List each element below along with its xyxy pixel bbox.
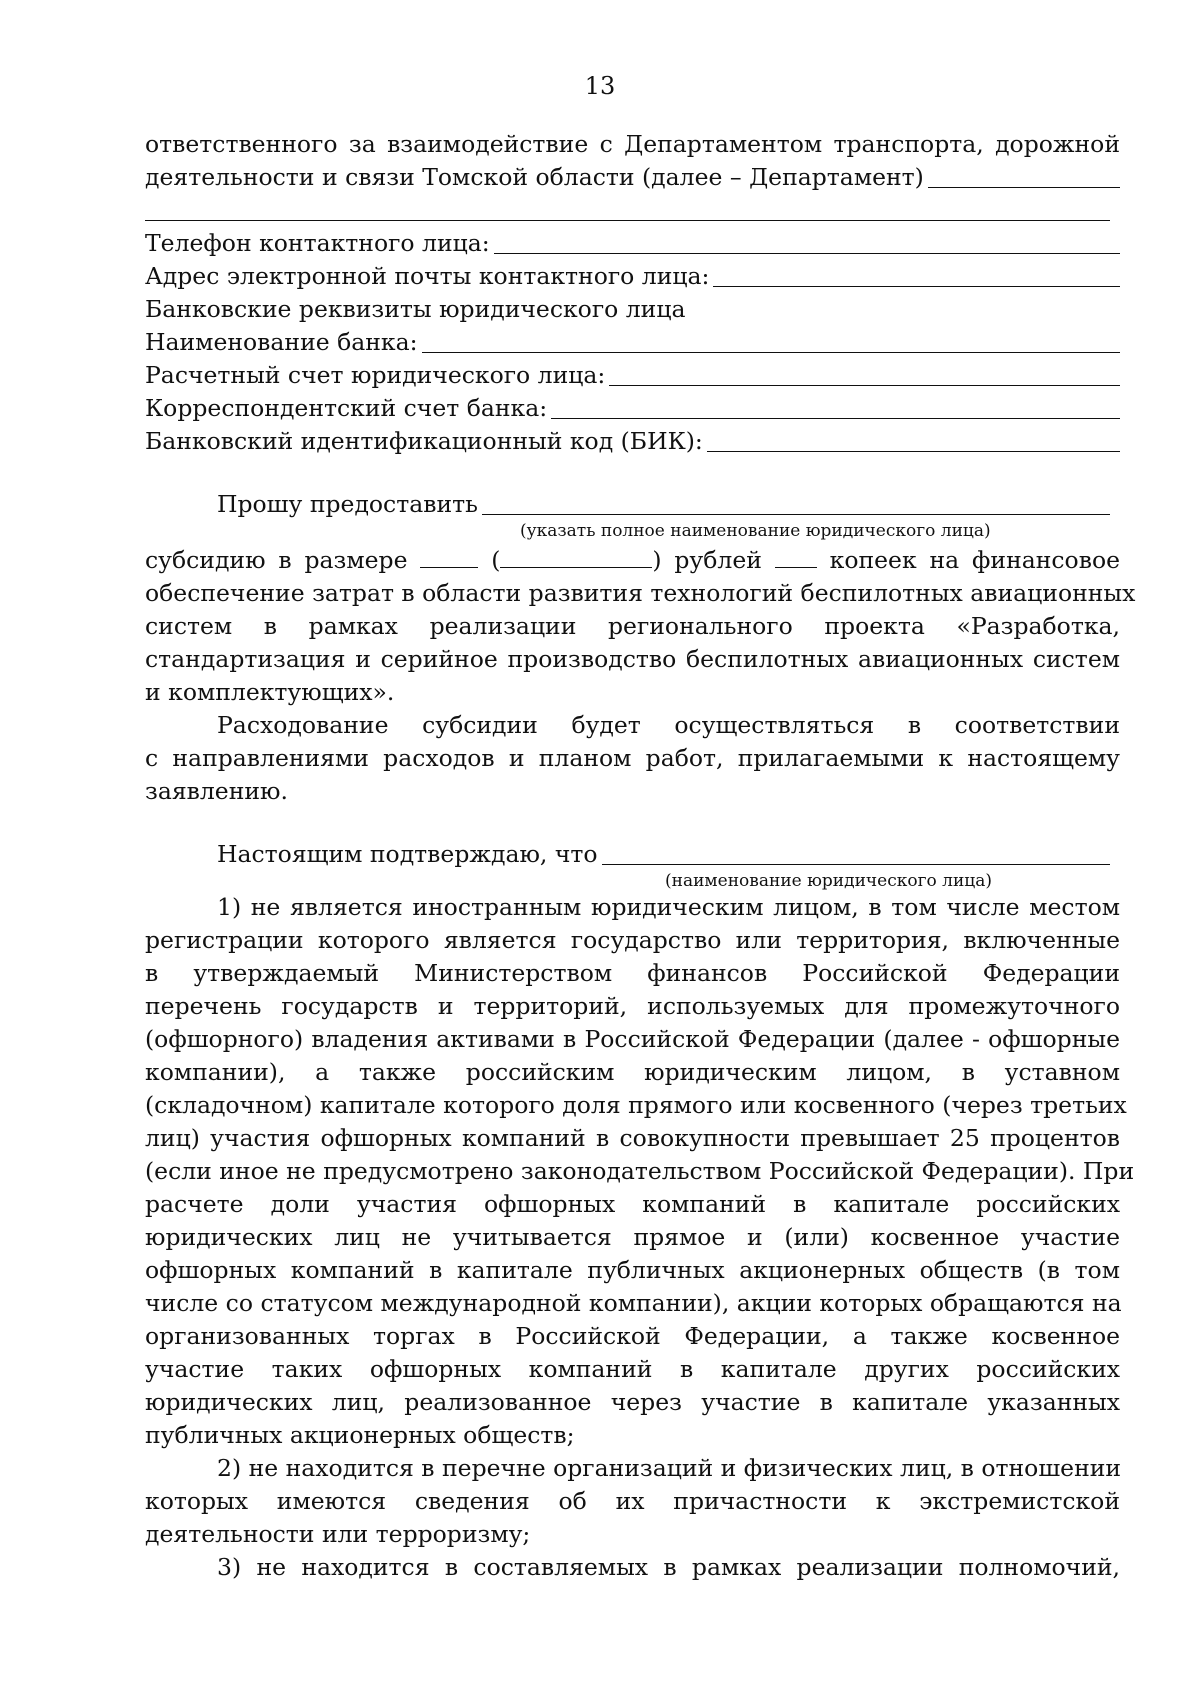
request-row [145,488,1120,521]
item-1-last-line: публичных акционерных обществ; [145,1421,575,1449]
subsidy-prefix: субсидию в размере [145,546,408,574]
page-number: 13 [584,72,616,100]
confirm-lead: Настоящим подтверждаю, что [217,840,598,868]
account-blank[interactable] [609,359,1120,386]
bank-name-blank[interactable] [422,326,1120,353]
bik-row [145,425,1120,458]
email-row [145,260,1120,293]
kopecks-blank[interactable] [775,541,817,568]
item-1-line: числе со статусом международной компании), акции которых обращаются на [145,1289,1122,1317]
item-1-line: 1) не является иностранным юридическим лицом, в том числе местом [217,893,1120,921]
account-label: Расчетный счет юридического лица: [145,361,606,389]
item-1-line: компании), а также российским юридическим лицом, в уставном [145,1058,1120,1086]
spending-line-2: с направлениями расходов и планом работ, прилагаемыми к настоящему [145,744,1120,772]
confirm-caption: (наименование юридического лица) [665,871,992,891]
item-1-line: в утверждаемый Министерством финансов Российской Федерации [145,959,1120,987]
request-caption: (указать полное наименование юридического лица) [520,521,991,541]
item-1-line: расчете доли участия офшорных компаний в капитале российских [145,1190,1120,1218]
spending-line-3: заявлению. [145,777,288,805]
phone-row [145,227,1120,260]
open-paren: ( [491,546,501,574]
subsidy-amount-blank[interactable] [420,541,478,568]
item-1-line: организованных торгах в Российской Федерации, а также косвенное [145,1322,1120,1350]
corr-account-blank[interactable] [551,392,1120,419]
item-3 [145,1551,1120,1584]
bank-name-label: Наименование банка: [145,328,418,356]
legal-entity-name-blank[interactable] [482,488,1110,515]
spending-line-1: Расходование субсидии будет осуществляться в соответствии [217,711,1120,739]
item-1-line: (офшорного) владения активами в Российской Федерации (далее - офшорные [145,1025,1120,1053]
item-1-line: офшорных компаний в капитале публичных акционерных обществ (в том [145,1256,1120,1284]
department-contact-blank[interactable] [928,161,1120,188]
confirm-entity-blank[interactable] [602,838,1110,865]
confirm-row [145,838,1120,871]
item-3-line-1: 3) не находится в составляемых в рамках реализации полномочий, [217,1553,1120,1581]
item-1-line: (складочном) капитале которого доля прямого или косвенного (через третьих [145,1091,1127,1119]
item-1-line: регистрации которого является государство или территория, включенные [145,926,1120,954]
request-line-5: и комплектующих». [145,678,395,706]
bik-label: Банковский идентификационный код (БИК): [145,427,703,455]
subsidy-line [145,541,1120,577]
corr-account-label: Корреспондентский счет банка: [145,394,548,422]
intro-line-1: ответственного за взаимодействие с Департаментом транспорта, дорожной [145,130,1120,158]
phone-blank[interactable] [494,227,1120,254]
item-1-line: юридических лиц не учитывается прямое и (или) косвенное участие [145,1223,1120,1251]
request-lead: Прошу предоставить [217,490,478,518]
request-line-4: стандартизация и серийное производство беспилотных авиационных систем [145,645,1120,673]
item-1 [145,891,1135,1452]
subsidy-words-blank[interactable] [500,541,652,568]
request-line-2: обеспечение затрат в области развития технологий беспилотных авиационных [145,579,1136,607]
bank-name-row [145,326,1120,359]
intro-line-2: деятельности и связи Томской области (далее – Департамент) [145,163,924,191]
kopecks-label: копеек на финансовое [829,546,1120,574]
department-row [145,161,1120,194]
account-row [145,359,1120,392]
document-body [145,128,1136,1584]
rubles-label: ) рублей [652,546,762,574]
email-blank[interactable] [713,260,1120,287]
item-2-line-1: 2) не находится в перечне организаций и физических лиц, в отношении [217,1454,1122,1482]
item-2 [145,1452,1120,1551]
bank-details-heading: Банковские реквизиты юридического лица [145,295,686,323]
item-1-line: лиц) участия офшорных компаний в совокупности превышает 25 процентов [145,1124,1120,1152]
email-label: Адрес электронной почты контактного лица: [145,262,710,290]
item-1-line: участие таких офшорных компаний в капитале других российских [145,1355,1120,1383]
bik-blank[interactable] [707,425,1120,452]
item-1-line: юридических лиц, реализованное через участие в капитале указанных [145,1388,1120,1416]
item-1-line: (если иное не предусмотрено законодательством Российской Федерации). При [145,1157,1135,1185]
item-2-line-3: деятельности или терроризму; [145,1520,531,1548]
corr-account-row [145,392,1120,425]
item-2-line-2: которых имеются сведения об их причастности к экстремистской [145,1487,1120,1515]
phone-label: Телефон контактного лица: [145,229,490,257]
contact-name-blank[interactable] [145,194,1110,221]
request-line-3: систем в рамках реализации регионального проекта «Разработка, [145,612,1120,640]
item-1-line: перечень государств и территорий, используемых для промежуточного [145,992,1120,1020]
